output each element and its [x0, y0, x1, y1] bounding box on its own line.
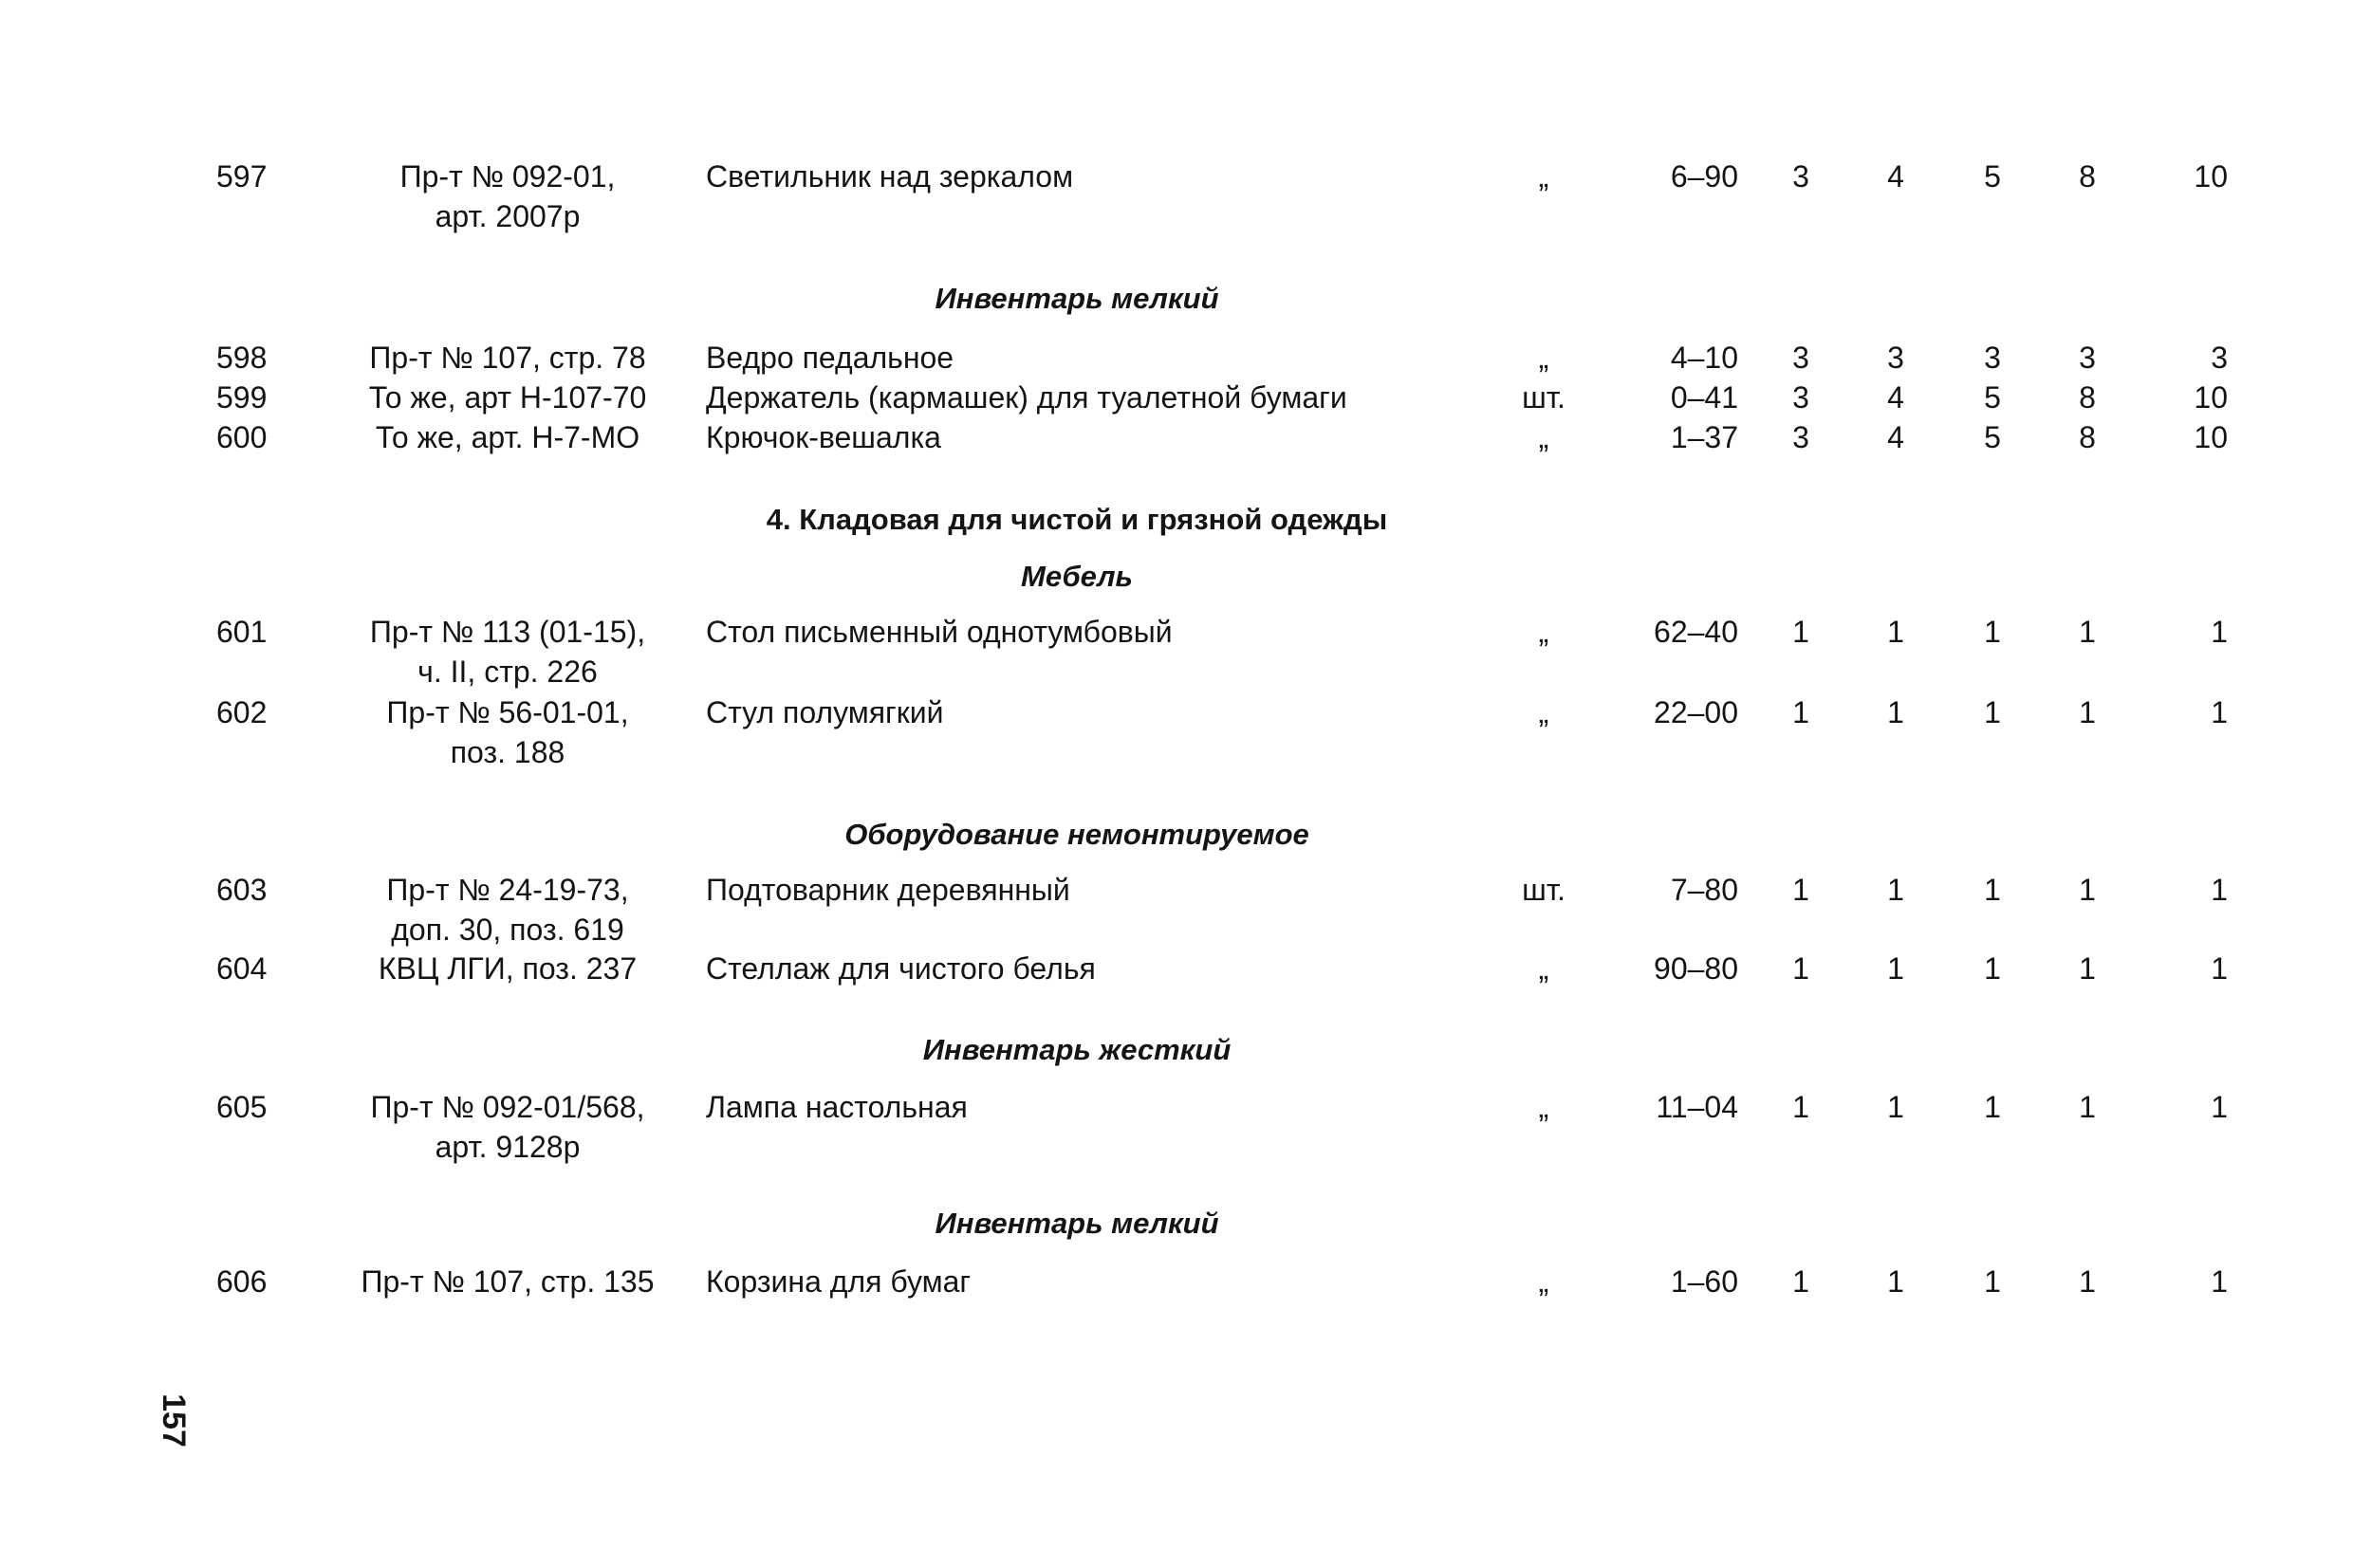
item-name: Держатель (кармашек) для туалетной бумаги: [706, 380, 1347, 415]
item-qty-5: 1: [2211, 1264, 2228, 1299]
item-qty-1: 1: [1792, 873, 1809, 907]
item-name: Стол письменный однотумбовый: [706, 615, 1173, 649]
item-qty-5: 1: [2211, 615, 2228, 649]
item-qty-2: 3: [1887, 341, 1904, 375]
item-price: 1–60: [1670, 1264, 1738, 1299]
item-unit: „: [1538, 420, 1549, 454]
item-number: 601: [216, 615, 268, 649]
item-reference: Пр-т № 107, стр. 78: [369, 341, 646, 375]
item-qty-4: 8: [2079, 159, 2096, 194]
item-qty-4: 1: [2079, 951, 2096, 986]
item-price: 62–40: [1654, 615, 1738, 649]
item-qty-4: 8: [2079, 420, 2096, 454]
item-number: 603: [216, 873, 268, 907]
item-price: 6–90: [1670, 159, 1738, 194]
item-qty-1: 3: [1792, 380, 1809, 415]
subsection-heading: Инвентарь мелкий: [935, 282, 1219, 315]
item-name: Лампа настольная: [706, 1090, 968, 1124]
item-qty-4: 1: [2079, 615, 2096, 649]
item-reference: Пр-т № 113 (01-15), ч. II, стр. 226: [369, 615, 646, 689]
item-reference: Пр-т № 56-01-01, поз. 188: [386, 695, 629, 769]
item-qty-4: 1: [2079, 1264, 2096, 1299]
item-reference: Пр-т № 092-01, арт. 2007р: [399, 159, 616, 233]
item-price: 1–37: [1670, 420, 1738, 454]
item-qty-4: 3: [2079, 341, 2096, 375]
item-number: 599: [216, 380, 268, 415]
item-reference: КВЦ ЛГИ, поз. 237: [378, 951, 638, 986]
item-qty-2: 1: [1887, 1264, 1904, 1299]
item-unit: „: [1538, 1264, 1549, 1299]
subsection-heading: Инвентарь мелкий: [935, 1207, 1219, 1240]
item-qty-5: 1: [2211, 951, 2228, 986]
item-qty-2: 4: [1887, 380, 1904, 415]
item-unit: „: [1538, 1090, 1549, 1124]
subsection-heading: Мебель: [1021, 560, 1133, 593]
item-qty-1: 3: [1792, 420, 1809, 454]
item-unit: шт.: [1522, 380, 1566, 415]
item-reference: То же, арт. Н-7-МО: [375, 420, 640, 454]
item-number: 606: [216, 1264, 268, 1299]
item-unit: „: [1538, 341, 1549, 375]
item-name: Стеллаж для чистого белья: [706, 951, 1096, 986]
item-qty-3: 5: [1984, 420, 2001, 454]
item-number: 605: [216, 1090, 268, 1124]
item-unit: „: [1538, 159, 1549, 194]
item-number: 602: [216, 695, 268, 729]
item-price: 4–10: [1670, 341, 1738, 375]
item-qty-5: 10: [2194, 159, 2228, 194]
item-qty-1: 1: [1792, 615, 1809, 649]
section-heading: 4. Кладовая для чистой и грязной одежды: [766, 503, 1388, 536]
item-qty-1: 1: [1792, 1090, 1809, 1124]
item-reference: Пр-т № 092-01/568, арт. 9128р: [370, 1090, 645, 1164]
item-qty-3: 3: [1984, 341, 2001, 375]
item-qty-5: 1: [2211, 873, 2228, 907]
item-qty-2: 4: [1887, 159, 1904, 194]
item-unit: „: [1538, 951, 1549, 986]
item-qty-3: 1: [1984, 615, 2001, 649]
item-name: Светильник над зеркалом: [706, 159, 1074, 194]
item-qty-3: 1: [1984, 951, 2001, 986]
item-qty-4: 8: [2079, 380, 2096, 415]
item-name: Корзина для бумаг: [706, 1264, 972, 1299]
item-qty-3: 1: [1984, 873, 2001, 907]
item-qty-1: 3: [1792, 159, 1809, 194]
item-qty-3: 1: [1984, 1090, 2001, 1124]
item-qty-2: 1: [1887, 695, 1904, 729]
item-number: 597: [216, 159, 268, 194]
item-qty-5: 10: [2194, 380, 2228, 415]
item-number: 600: [216, 420, 268, 454]
item-qty-3: 1: [1984, 695, 2001, 729]
item-qty-5: 10: [2194, 420, 2228, 454]
item-qty-5: 1: [2211, 1090, 2228, 1124]
subsection-heading: Оборудование немонтируемое: [844, 818, 1309, 851]
item-reference: Пр-т № 107, стр. 135: [361, 1264, 655, 1299]
item-reference: То же, арт Н-107-70: [368, 380, 647, 415]
item-name: Крючок-вешалка: [706, 420, 941, 454]
item-qty-2: 1: [1887, 951, 1904, 986]
item-number: 598: [216, 341, 268, 375]
item-qty-1: 1: [1792, 1264, 1809, 1299]
item-qty-1: 3: [1792, 341, 1809, 375]
item-reference: Пр-т № 24-19-73, доп. 30, поз. 619: [386, 873, 629, 947]
item-qty-4: 1: [2079, 873, 2096, 907]
item-qty-4: 1: [2079, 695, 2096, 729]
item-name: Подтоварник деревянный: [706, 873, 1070, 907]
item-qty-3: 1: [1984, 1264, 2001, 1299]
item-price: 11–04: [1656, 1090, 1738, 1124]
item-price: 0–41: [1670, 380, 1738, 415]
item-qty-2: 1: [1887, 615, 1904, 649]
subsection-heading: Инвентарь жесткий: [922, 1033, 1232, 1066]
item-price: 7–80: [1670, 873, 1738, 907]
item-qty-2: 1: [1887, 1090, 1904, 1124]
item-unit: „: [1538, 615, 1549, 649]
item-price: 90–80: [1654, 951, 1738, 986]
item-qty-2: 4: [1887, 420, 1904, 454]
item-price: 22–00: [1654, 695, 1738, 729]
item-name: Ведро педальное: [706, 341, 954, 375]
page-number: 157: [155, 1393, 192, 1448]
item-name: Стул полумягкий: [706, 695, 944, 729]
item-qty-2: 1: [1887, 873, 1904, 907]
item-qty-1: 1: [1792, 695, 1809, 729]
item-qty-3: 5: [1984, 380, 2001, 415]
item-number: 604: [216, 951, 268, 986]
item-qty-5: 3: [2211, 341, 2228, 375]
item-qty-1: 1: [1792, 951, 1809, 986]
item-unit: „: [1538, 695, 1549, 729]
item-qty-4: 1: [2079, 1090, 2096, 1124]
item-qty-3: 5: [1984, 159, 2001, 194]
item-unit: шт.: [1522, 873, 1566, 907]
item-qty-5: 1: [2211, 695, 2228, 729]
